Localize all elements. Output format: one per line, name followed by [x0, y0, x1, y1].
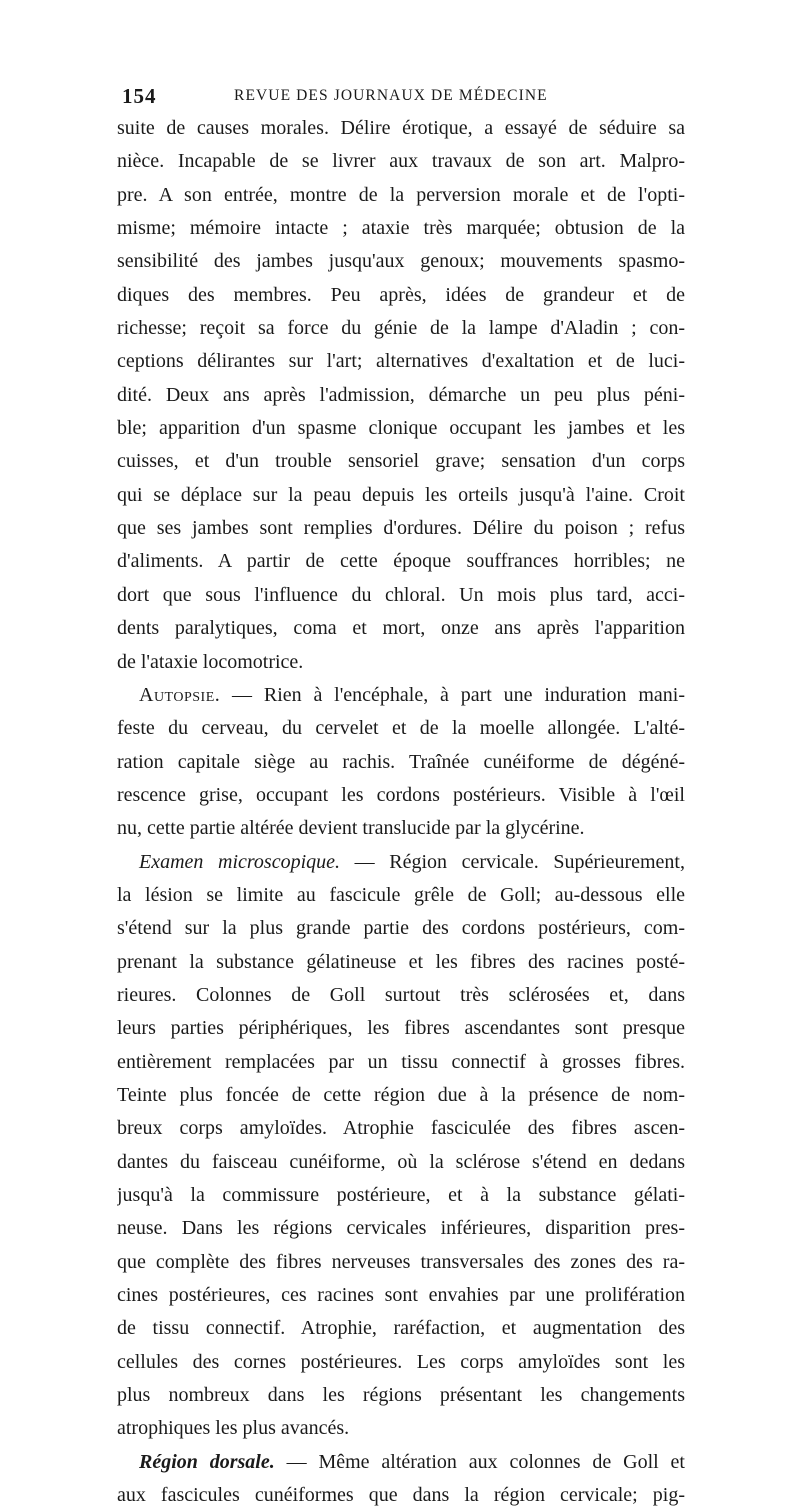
examen-first-line [117, 846, 685, 879]
text-line: jusqu'à la commissure postérieure, et à la substance gélati- [117, 1184, 685, 1206]
body-text [117, 112, 685, 1512]
text-line: neuse. Dans les régions cervicales inférieures, disparition pres- [117, 1217, 685, 1240]
text-line: ble; apparition d'un spasme clonique occupant les jambes et les [117, 417, 685, 440]
text-line: nu, cette partie altérée devient translucide par la glycérine. [117, 817, 585, 840]
text-line: suite de causes morales. Délire érotique, a essayé de séduire sa [117, 117, 685, 139]
text-line: breux corps amyloïdes. Atrophie fasciculée des fibres ascen- [117, 1117, 685, 1140]
text-line: que ses jambes sont remplies d'ordures. Délire du poison ; refus [117, 517, 685, 540]
text-line: feste du cerveau, du cervelet et de la moelle allongée. L'alté- [117, 717, 685, 740]
text-line: qui se déplace sur la peau depuis les orteils jusqu'à l'aine. Croit [117, 483, 685, 506]
text-line: misme; mémoire intacte ; ataxie très marquée; obtusion de la [117, 217, 685, 240]
dorsale-first-line [117, 1446, 685, 1479]
examen-label: Examen microscopique. [139, 850, 341, 873]
text-line: cellules des cornes postérieures. Les corps amyloïdes sont les [117, 1350, 685, 1373]
text-line: dité. Deux ans après l'admission, démarche un peu plus péni- [117, 383, 685, 406]
text-line: rieures. Colonnes de Goll surtout très sclérosées et, dans [117, 983, 685, 1006]
text-line: atrophiques les plus avancés. [117, 1417, 350, 1440]
autopsie-first-line [117, 679, 685, 712]
text-line: dents paralytiques, coma et mort, onze ans après l'apparition [117, 617, 685, 640]
text-line: d'aliments. A partir de cette époque souffrances horribles; ne [117, 550, 685, 573]
text-line: de l'ataxie locomotrice. [117, 650, 304, 673]
text-line: plus nombreux dans les régions présentant les changements [117, 1384, 685, 1407]
text-line: ration capitale siège au rachis. Traînée cunéiforme de dégéné- [117, 750, 685, 773]
text-line: ceptions délirantes sur l'art; alternatives d'exaltation et de luci- [117, 350, 685, 373]
text-line: cines postérieures, ces racines sont envahies par une prolifération [117, 1284, 685, 1307]
text-line: prenant la substance gélatineuse et les fibres des racines posté- [117, 950, 685, 973]
text-line: pre. A son entrée, montre de la perversion morale et de l'opti- [117, 183, 685, 206]
text-line: aux fascicules cunéiformes que dans la région cervicale; pig- [117, 1484, 685, 1507]
text-line: de tissu connectif. Atrophie, raréfaction, et augmentation des [117, 1317, 685, 1340]
running-head [122, 84, 682, 108]
text-line: entièrement remplacées par un tissu connectif à grosses fibres. [117, 1050, 685, 1073]
text-line: nièce. Incapable de se livrer aux travaux de son art. Malpro- [117, 150, 685, 173]
autopsie-first-text: — Rien à l'encéphale, à part une induration mani- [220, 683, 685, 706]
text-line: la lésion se limite au fascicule grêle de Goll; au-dessous elle [117, 883, 685, 906]
text-line: dantes du faisceau cunéiforme, où la sclérose s'étend en dedans [117, 1150, 685, 1173]
text-line: leurs parties périphériques, les fibres ascendantes sont presque [117, 1017, 685, 1040]
autopsie-label: Autopsie. [139, 683, 221, 706]
text-line: Teinte plus foncée de cette région due à la présence de nom- [117, 1083, 685, 1106]
dorsale-first-text: — Même altération aux colonnes de Goll et [274, 1450, 685, 1473]
text-line: dort que sous l'influence du chloral. Un mois plus tard, acci- [117, 583, 685, 606]
page-number: 154 [122, 84, 157, 108]
text-line: cuisses, et d'un trouble sensoriel grave; sensation d'un corps [117, 450, 685, 473]
text-line: sensibilité des jambes jusqu'aux genoux; mouvements spasmo- [117, 250, 685, 273]
text-line: diques des membres. Peu après, idées de grandeur et de [117, 283, 685, 306]
text-line: richesse; reçoit sa force du génie de la lampe d'Aladin ; con- [117, 317, 685, 340]
examen-first-text: — Région cervicale. Supérieurement, [340, 850, 685, 873]
text-line: rescence grise, occupant les cordons postérieurs. Visible à l'œil [117, 783, 685, 806]
text-line: s'étend sur la plus grande partie des cordons postérieurs, com- [117, 917, 685, 940]
journal-title: REVUE DES JOURNAUX DE MÉDECINE [234, 87, 548, 104]
dorsale-label: Région dorsale. [139, 1450, 275, 1473]
text-line: que complète des fibres nerveuses transversales des zones des ra- [117, 1250, 685, 1273]
